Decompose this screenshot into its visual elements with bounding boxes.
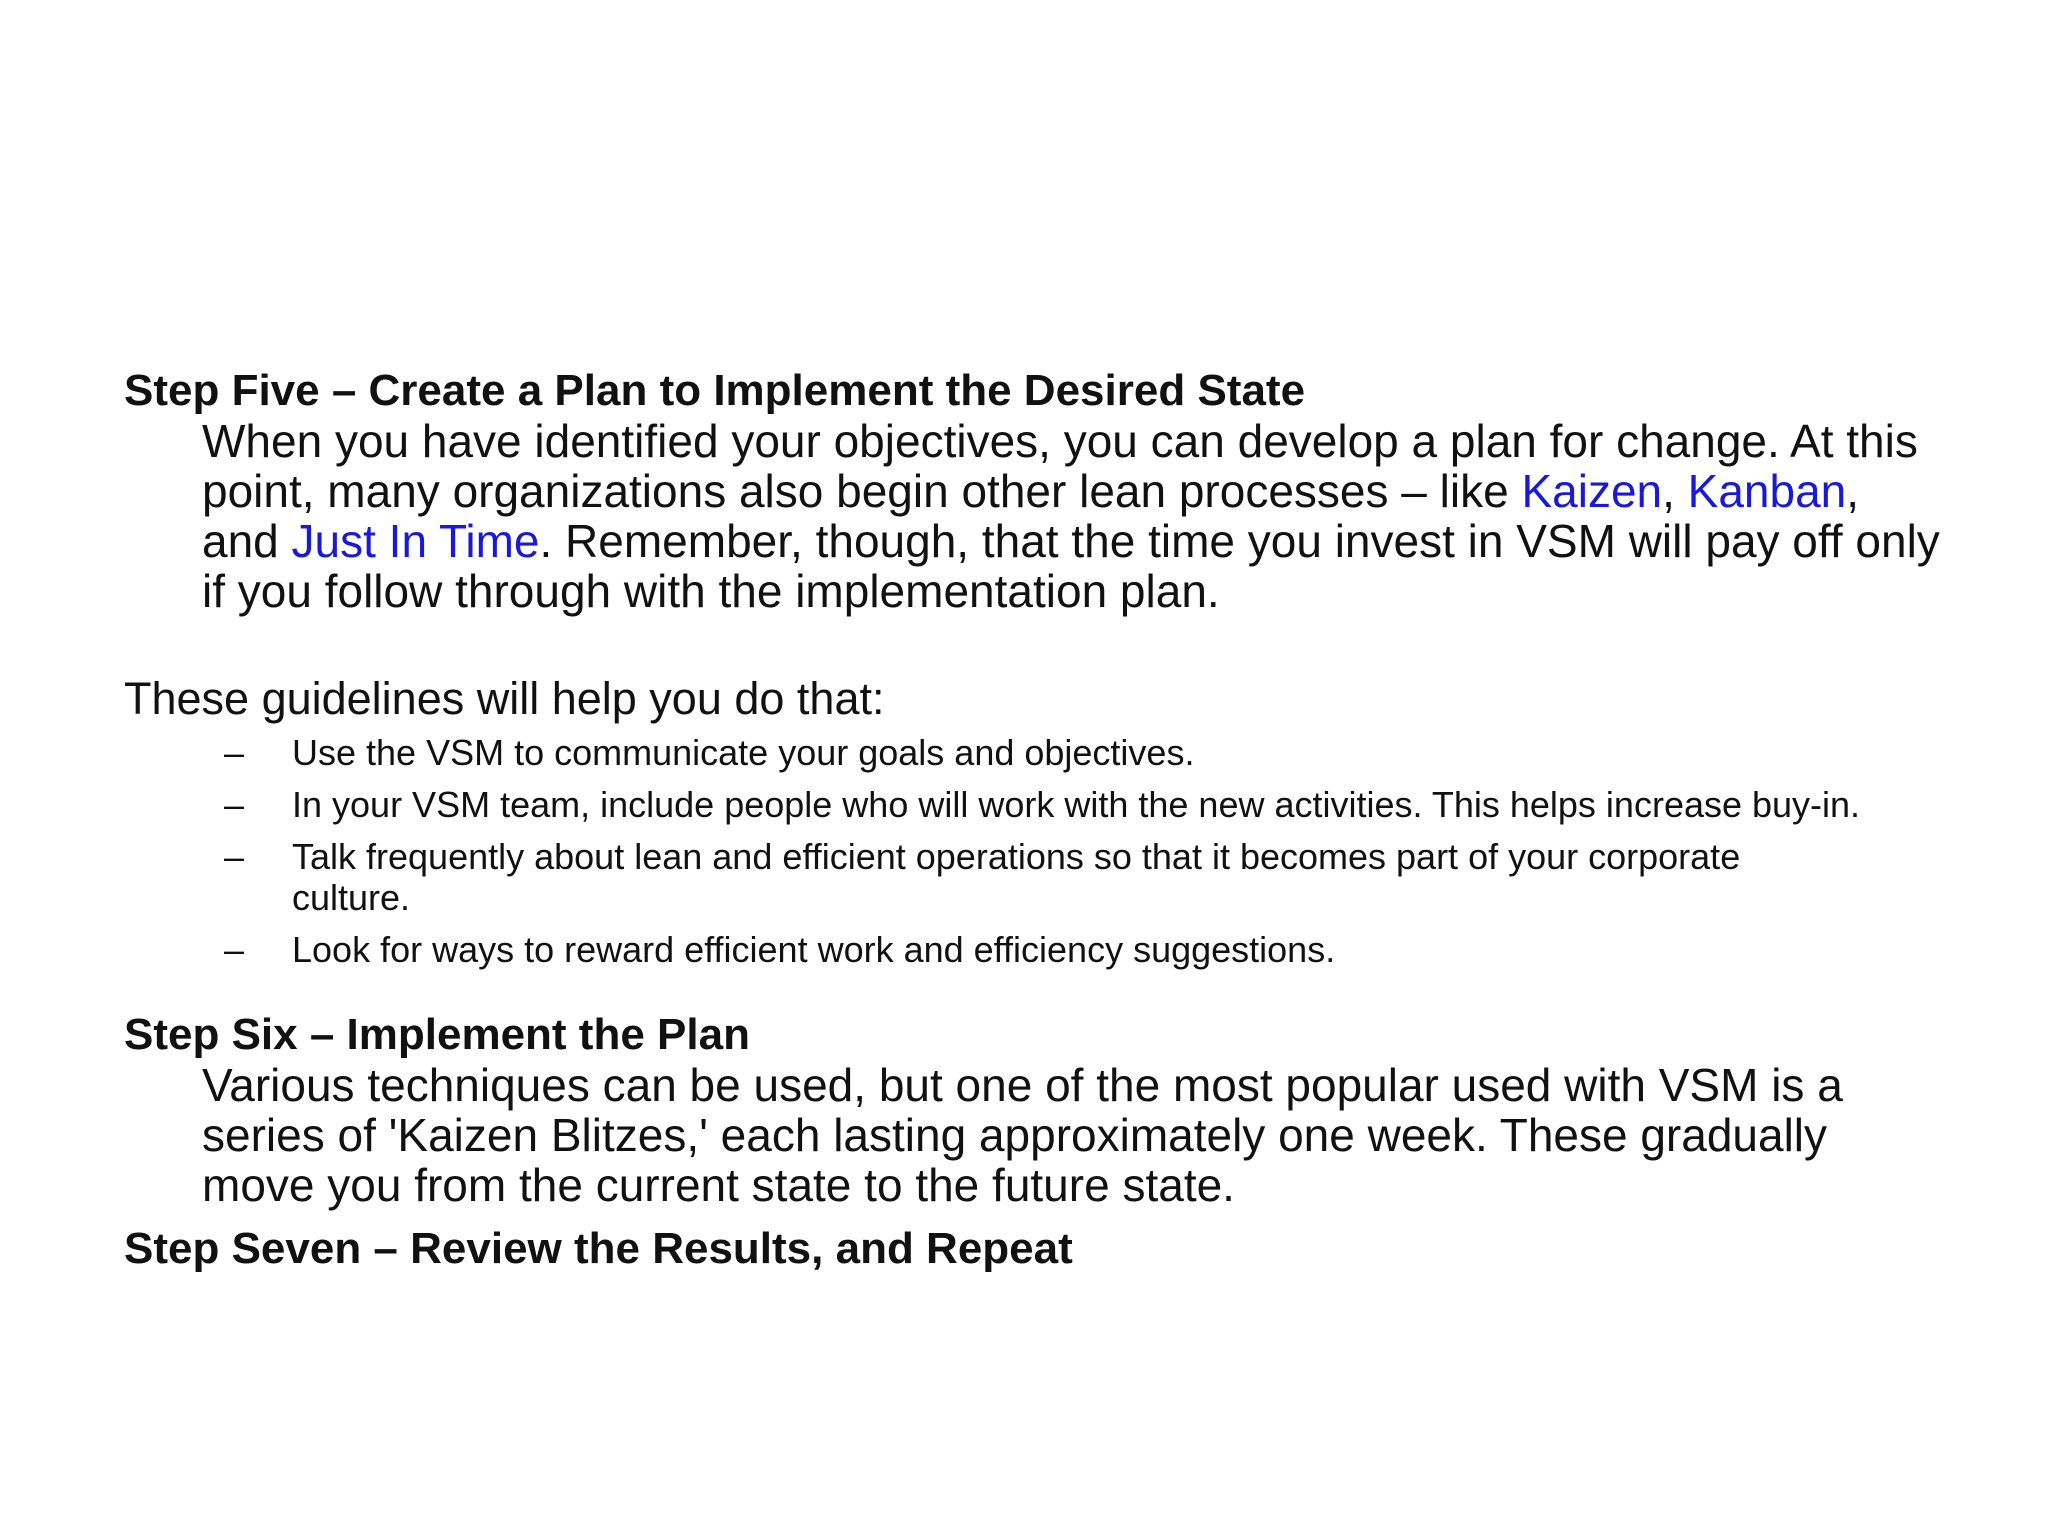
list-item — [124, 929, 1864, 970]
list-item — [124, 836, 1864, 918]
step-seven-heading: Step Seven – Review the Results, and Repeat — [124, 1224, 1073, 1273]
step-five-text-3: , and — [202, 465, 1860, 567]
just-in-time-link[interactable]: Just In Time — [291, 515, 540, 567]
list-item-text: Talk frequently about lean and efficient operations so that it becomes part of your corporate culture. — [292, 836, 1741, 918]
list-item-text: In your VSM team, include people who will work with the new activities. This helps increase buy-in. — [292, 784, 1861, 825]
dash-bullet: – — [224, 732, 245, 773]
dash-bullet: – — [224, 836, 245, 877]
guidelines-intro: These guidelines will help you do that: — [124, 673, 885, 724]
slide-content — [124, 366, 1944, 1274]
list-item-text: Look for ways to reward efficient work and efficiency suggestions. — [292, 929, 1336, 970]
step-five-text-1: When you have identified your objectives, you can develop a plan for change. At this point, many organizations also begin other lean processes – like — [202, 415, 1918, 517]
list-item — [124, 784, 1864, 825]
kaizen-link[interactable]: Kaizen — [1521, 465, 1663, 517]
dash-bullet: – — [224, 784, 245, 825]
step-five-text-4: . Remember, though, that the time you invest in VSM will pay off only if you follow through with the implementation plan. — [202, 515, 1940, 617]
list-item-text: Use the VSM to communicate your goals and objectives. — [292, 732, 1195, 773]
step-five-heading: Step Five – Create a Plan to Implement the Desired State — [124, 366, 1306, 415]
dash-bullet: – — [224, 929, 245, 970]
list-item — [124, 732, 1864, 773]
step-five-paragraph — [202, 416, 1942, 616]
guidelines-list — [124, 732, 1944, 970]
step-six-paragraph: Various techniques can be used, but one of the most popular used with VSM is a series of 'Kaizen Blitzes,' each lasting approximately one week. These gradually move you from the current state to the future state. — [202, 1059, 1843, 1211]
step-five-text-2: , — [1662, 465, 1688, 517]
kanban-link[interactable]: Kanban — [1687, 465, 1847, 517]
step-six-heading: Step Six – Implement the Plan — [124, 1010, 750, 1059]
